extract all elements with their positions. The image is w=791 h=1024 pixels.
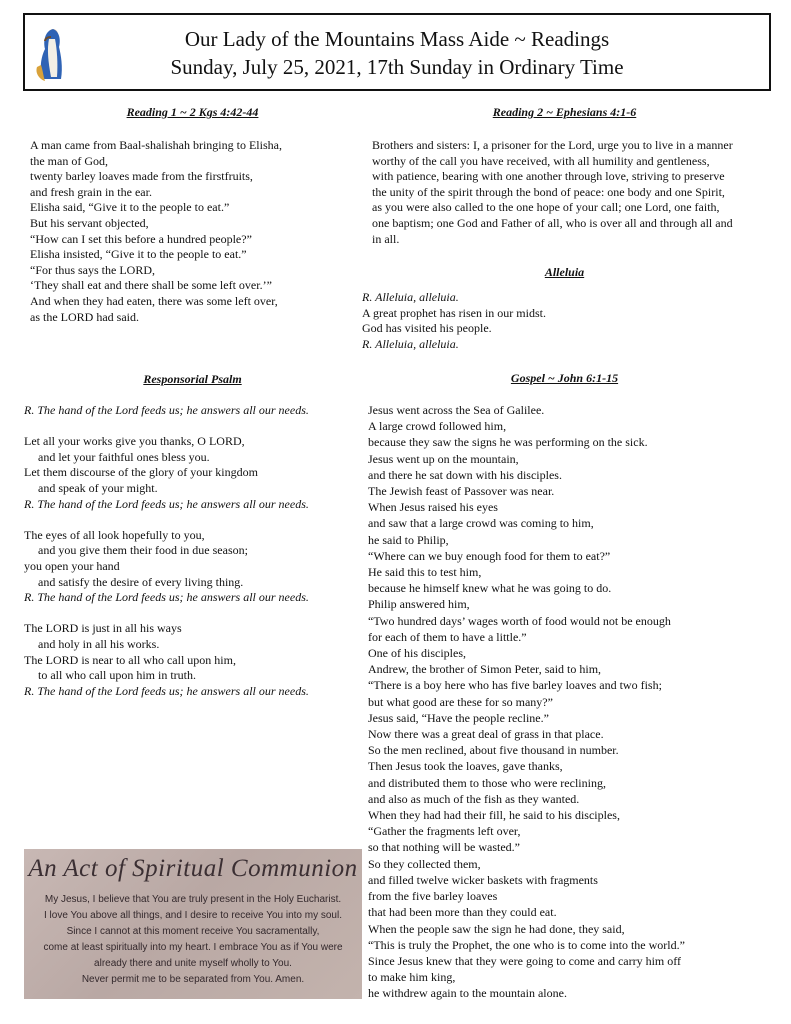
reading2-line: the unity of the spirit through the bond of peace: one body and one Spirit, xyxy=(372,184,725,199)
card-line: My Jesus, I believe that You are truly present in the Holy Eucharist. xyxy=(44,894,342,905)
reading1-line: and fresh grain in the ear. xyxy=(30,184,152,199)
psalm-line: and holy in all his works. xyxy=(38,636,160,651)
reading1-line: ‘They shall eat and there shall be some left over.’” xyxy=(30,278,272,293)
psalm-line: and you give them their food in due season; xyxy=(38,543,248,558)
psalm-line: The LORD is near to all who call upon him, xyxy=(24,652,236,667)
psalm-line: Let all your works give you thanks, O LORD, xyxy=(24,434,245,449)
gospel-line: Philip answered him, xyxy=(368,597,470,612)
gospel-line: from the five barley loaves xyxy=(368,889,498,904)
gospel-line: he said to Philip, xyxy=(368,532,449,547)
gospel-text xyxy=(368,402,685,1002)
gospel-line: “Gather the fragments left over, xyxy=(368,824,521,839)
psalm-line: you open your hand xyxy=(24,558,120,573)
gospel-line: He said this to test him, xyxy=(368,565,482,580)
gospel-line: so that nothing will be wasted.” xyxy=(368,840,520,855)
psalm-response: R. The hand of the Lord feeds us; he answers all our needs. xyxy=(24,496,309,511)
spiritual-communion-card xyxy=(24,849,362,999)
card-line: Never permit me to be separated from You. Amen. xyxy=(81,974,305,985)
gospel-line: When they had had their fill, he said to his disciples, xyxy=(368,808,620,823)
gospel-line: When Jesus raised his eyes xyxy=(368,500,498,515)
psalm-line: The LORD is just in all his ways xyxy=(24,621,182,636)
gospel-line: to make him king, xyxy=(368,970,456,985)
gospel-line: So they collected them, xyxy=(368,856,481,871)
psalm-line: The eyes of all look hopefully to you, xyxy=(24,527,205,542)
gospel-line: and there he sat down with his disciples. xyxy=(368,467,562,482)
alleluia-heading: Alleluia xyxy=(544,265,585,279)
psalm-line: and speak of your might. xyxy=(38,480,158,495)
reading1-line: “For thus says the LORD, xyxy=(30,262,155,277)
alleluia-line: God has visited his people. xyxy=(362,321,492,336)
reading1-line: Elisha insisted, “Give it to the people to eat.” xyxy=(30,247,247,262)
gospel-line: that had been more than they could eat. xyxy=(368,905,557,920)
gospel-line: “Where can we buy enough food for them to eat?” xyxy=(368,548,611,563)
psalm-line: to all who call upon him in truth. xyxy=(38,668,196,683)
psalm-response: R. The hand of the Lord feeds us; he answers all our needs. xyxy=(24,590,309,605)
reading1-line: Elisha said, “Give it to the people to eat.” xyxy=(30,200,230,215)
gospel-line: Jesus said, “Have the people recline.” xyxy=(368,710,549,725)
psalm-response: R. The hand of the Lord feeds us; he answers all our needs. xyxy=(24,403,309,417)
gospel-line: Now there was a great deal of grass in that place. xyxy=(368,727,604,742)
document-date: Sunday, July 25, 2021, 17th Sunday in Ordinary Time xyxy=(170,55,624,79)
gospel-line: and also as much of the fish as they wanted. xyxy=(368,791,580,806)
reading2-line: Brothers and sisters: I, a prisoner for the Lord, urge you to live in a manner xyxy=(372,138,733,152)
reading2-line: one baptism; one God and Father of all, who is over all and through all and xyxy=(372,215,733,230)
gospel-line: Andrew, the brother of Simon Peter, said to him, xyxy=(368,662,602,677)
gospel-line: “There is a boy here who has five barley loaves and two fish; xyxy=(368,678,662,693)
psalm-line: Let them discourse of the glory of your kingdom xyxy=(24,465,258,480)
reading1-line: And when they had eaten, there was some left over, xyxy=(30,293,278,308)
reading1-line: twenty barley loaves made from the firstfruits, xyxy=(30,169,253,184)
header-box xyxy=(23,13,771,91)
gospel-line: One of his disciples, xyxy=(368,646,466,661)
reading2-text xyxy=(372,138,733,247)
gospel-line: he withdrew again to the mountain alone. xyxy=(368,986,567,1001)
reading2-line: in all. xyxy=(372,231,400,246)
gospel-line: for each of them to have a little.” xyxy=(368,629,527,644)
reading1-line: the man of God, xyxy=(30,153,108,168)
card-line: Since I cannot at this moment receive You sacramentally, xyxy=(66,926,320,937)
reading2-line: with patience, bearing with one another through love, striving to preserve xyxy=(372,169,725,184)
reading2-line: worthy of the call you have received, with all humility and gentleness, xyxy=(372,153,710,168)
reading1-line: But his servant objected, xyxy=(30,215,149,230)
reading1-line: A man came from Baal-shalishah bringing to Elisha, xyxy=(30,138,282,152)
gospel-line: “Two hundred days’ wages worth of food would not be enough xyxy=(368,613,671,628)
reading1-heading: Reading 1 ~ 2 Kgs 4:42-44 xyxy=(126,105,259,119)
reading1-line: as the LORD had said. xyxy=(30,309,139,324)
reading2-heading: Reading 2 ~ Ephesians 4:1-6 xyxy=(492,105,637,119)
reading1-text xyxy=(30,138,282,325)
gospel-line: but what good are these for so many?” xyxy=(368,694,553,709)
alleluia-response: R. Alleluia, alleluia. xyxy=(362,290,459,304)
document-title: Our Lady of the Mountains Mass Aide ~ Readings xyxy=(184,27,610,51)
gospel-heading: Gospel ~ John 6:1-15 xyxy=(510,371,619,385)
gospel-line: When the people saw the sign he had done, they said, xyxy=(368,921,625,936)
reading1-line: “How can I set this before a hundred people?” xyxy=(30,231,252,246)
alleluia-response: R. Alleluia, alleluia. xyxy=(362,336,459,351)
gospel-line: Jesus went up on the mountain, xyxy=(368,451,519,466)
reading2-line: as you were also called to the one hope of your call; one Lord, one faith, xyxy=(372,200,720,215)
gospel-line: The Jewish feast of Passover was near. xyxy=(368,484,555,499)
gospel-line: Since Jesus knew that they were going to come and carry him off xyxy=(368,953,682,968)
gospel-line: and saw that a large crowd was coming to him, xyxy=(368,516,594,531)
psalm-response: R. The hand of the Lord feeds us; he answers all our needs. xyxy=(24,683,309,698)
psalm-text xyxy=(24,403,309,699)
gospel-line: “This is truly the Prophet, the one who is to come into the world.” xyxy=(368,937,685,952)
gospel-line: Then Jesus took the loaves, gave thanks, xyxy=(368,759,563,774)
gospel-line: So the men reclined, about five thousand in number. xyxy=(368,743,619,758)
card-line: I love You above all things, and I desire to receive You into my soul. xyxy=(44,910,342,921)
gospel-line: and filled twelve wicker baskets with fragments xyxy=(368,872,598,887)
psalm-heading: Responsorial Psalm xyxy=(143,372,242,386)
card-line: come at least spiritually into my heart. I embrace You as if You were xyxy=(43,942,343,953)
gospel-line: Jesus went across the Sea of Galilee. xyxy=(368,403,545,417)
alleluia-line: A great prophet has risen in our midst. xyxy=(362,305,546,320)
gospel-line: A large crowd followed him, xyxy=(368,419,507,434)
card-body xyxy=(30,892,356,988)
gospel-line: and distributed them to those who were reclining, xyxy=(368,775,606,790)
alleluia-text xyxy=(362,290,546,352)
gospel-line: because they saw the signs he was performing on the sick. xyxy=(368,435,648,450)
psalm-line: and satisfy the desire of every living thing. xyxy=(38,574,244,589)
card-line: already there and unite myself wholly to You. xyxy=(94,958,292,969)
gospel-line: because he himself knew what he was going to do. xyxy=(368,581,612,596)
card-title: An Act of Spiritual Communion xyxy=(28,855,358,882)
psalm-line: and let your faithful ones bless you. xyxy=(38,449,210,464)
